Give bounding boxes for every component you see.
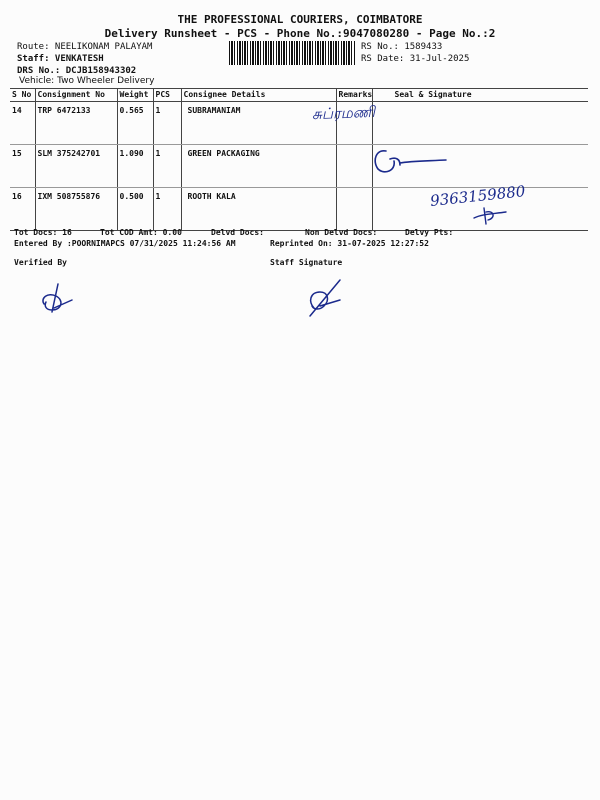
tot-cod-amount: Tot COD Amt: 0.00 [100,228,182,237]
cell-consignment: IXM 508755876 [35,188,117,231]
col-header-signature: Seal & Signature [372,89,588,102]
staff-signature [300,278,346,320]
cell-sno: 14 [10,102,35,145]
runsheet-subtitle: Delivery Runsheet - PCS - Phone No.:9047080280 - Page No.:2 [104,27,496,40]
table-row [10,145,588,188]
verifier-signature [38,282,78,316]
col-header-sno: S No [10,89,35,102]
cell-pcs: 1 [153,102,181,145]
drs-label: DRS No.: DCJB158943302 [17,66,137,76]
cell-sno: 15 [10,145,35,188]
col-header-consignment: Consignment No [35,89,117,102]
cell-consignee: ROOTH KALA [181,188,336,231]
handwritten-phone-row-16: 9363159880 [429,182,527,210]
cell-signature [372,102,588,145]
col-header-remarks: Remarks [336,89,372,102]
verified-by-label: Verified By [14,258,67,267]
cell-consignment: SLM 375242701 [35,145,117,188]
delivered-docs: Delvd Docs: [211,228,264,237]
staff-label: Staff: VENKATESH [17,54,104,64]
company-title: THE PROFESSIONAL COURIERS, COIMBATORE [177,13,423,26]
cell-weight: 0.565 [117,102,153,145]
rs-date: RS Date: 31-Jul-2025 [361,54,470,64]
table-row [10,102,588,145]
cell-consignment: TRP 6472133 [35,102,117,145]
delivery-points: Delvy Pts: [405,228,454,237]
col-header-weight: Weight [117,89,153,102]
col-header-pcs: PCS [153,89,181,102]
cell-weight: 1.090 [117,145,153,188]
col-header-consignee: Consignee Details [181,89,336,102]
cell-pcs: 1 [153,145,181,188]
entered-by: Entered By :POORNIMAPCS 07/31/2025 11:24:56 AM [14,239,236,248]
cell-remarks [336,188,372,231]
handwritten-signature-row-16 [470,204,510,228]
cell-pcs: 1 [153,188,181,231]
rs-number: RS No.: 1589433 [361,42,443,52]
staff-signature-label: Staff Signature [270,258,343,267]
tot-docs: Tot Docs: 16 [14,228,72,237]
handwritten-signature-row-15 [370,143,450,177]
cell-consignee: SUBRAMANIAM [181,102,336,145]
cell-remarks [336,145,372,188]
reprinted-on: Reprinted On: 31-07-2025 12:27:52 [270,239,429,248]
handwritten-name-row-14: சுப்ரமணி [311,102,376,124]
vehicle-label: Vehicle: Two Wheeler Delivery [19,76,155,86]
route-label: Route: NEELIKONAM PALAYAM [17,42,153,52]
barcode [229,41,355,65]
cell-consignee: GREEN PACKAGING [181,145,336,188]
table-header-row [10,89,588,102]
cell-sno: 16 [10,188,35,231]
cell-weight: 0.500 [117,188,153,231]
non-delivered-docs: Non Delvd Docs: [305,228,378,237]
